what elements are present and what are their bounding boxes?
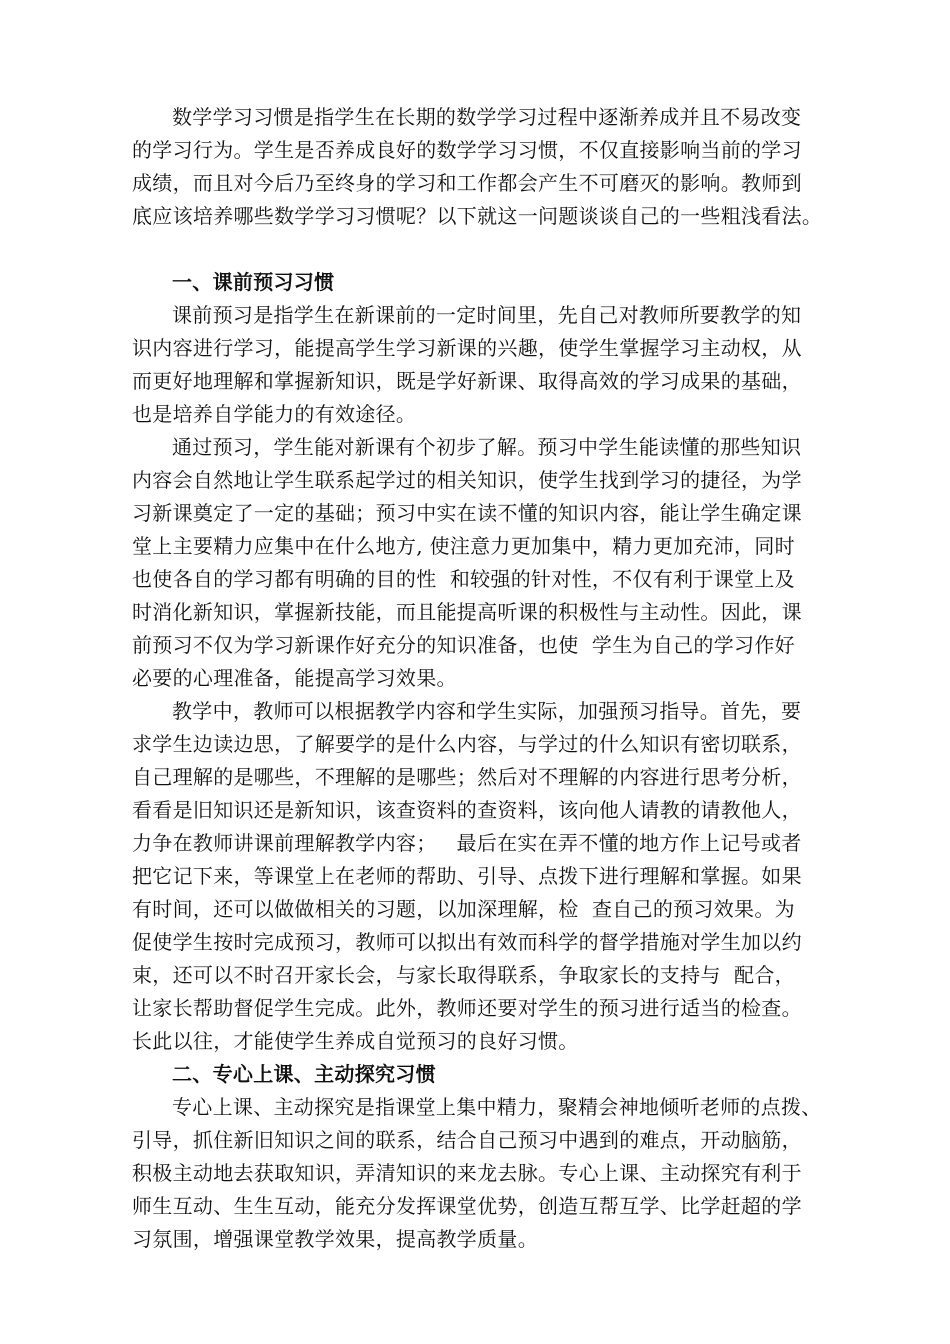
intro-line: 成绩，而且对今后乃至终身的学习和工作都会产生不可磨灭的影响。教师到 <box>132 171 802 195</box>
paragraph-line: 识内容进行学习，能提高学生学习新课的兴趣，使学生掌握学习主动权，从 <box>132 336 802 360</box>
paragraph-line: 束，还可以不时召开家长会，与家长取得联系，争取家长的支持与 配合， <box>132 963 795 987</box>
paragraph-line: 让家长帮助督促学生完成。此外，教师还要对学生的预习进行适当的检查。 <box>132 996 802 1020</box>
paragraph-line: 也是培养自学能力的有效途径。 <box>132 402 417 426</box>
paragraph-line: 求学生边读边思，了解要学的是什么内容，与学过的什么知识有密切联系， <box>132 732 802 756</box>
paragraph-line: 专心上课、主动探究是指课堂上集中精力，聚精会神地倾听老师的点拨、 <box>172 1095 822 1119</box>
paragraph-line: 自己理解的是哪些，不理解的是哪些；然后对不理解的内容进行思考分析， <box>132 765 802 789</box>
paragraph-line: 前预习不仅为学习新课作好充分的知识准备，也使 学生为自己的学习作好 <box>132 633 795 657</box>
paragraph-line: 看看是旧知识还是新知识，该查资料的查资料，该向他人请教的请教他人， <box>132 798 802 822</box>
paragraph-line: 师生互动、生生互动，能充分发挥课堂优势，创造互帮互学、比学赶超的学 <box>132 1194 802 1218</box>
intro-line: 底应该培养哪些数学学习习惯呢？以下就这一问题谈谈自己的一些粗浅看法。 <box>132 204 823 228</box>
paragraph-line: 必要的心理准备，能提高学习效果。 <box>132 666 457 690</box>
paragraph-line: 长此以往，才能使学生养成自觉预习的良好习惯。 <box>132 1029 579 1053</box>
intro-line: 数学学习习惯是指学生在长期的数学学习过程中逐渐养成并且不易改变 <box>172 105 802 129</box>
paragraph-line: 也使各自的学习都有明确的目的性 和较强的针对性，不仅有利于课堂上及 <box>132 567 795 591</box>
paragraph-line: 习氛围，增强课堂教学效果，提高教学质量。 <box>132 1227 538 1251</box>
paragraph-line: 内容会自然地让学生联系起学过的相关知识，使学生找到学习的捷径，为学 <box>132 468 802 492</box>
section-heading-2: 二、专心上课、主动探究习惯 <box>172 1062 436 1086</box>
paragraph-line: 通过预习，学生能对新课有个初步了解。预习中学生能读懂的那些知识 <box>172 435 802 459</box>
paragraph-line: 积极主动地去获取知识，弄清知识的来龙去脉。专心上课、主动探究有利于 <box>132 1161 802 1185</box>
paragraph-line: 力争在教师讲课前理解教学内容； 最后在实在弄不懂的地方作上记号或者 <box>132 831 802 855</box>
paragraph-line: 习新课奠定了一定的基础；预习中实在读不懂的知识内容，能让学生确定课 <box>132 501 802 525</box>
paragraph-line: 时消化新知识，掌握新技能，而且能提高听课的积极性与主动性。因此，课 <box>132 600 802 624</box>
paragraph-line: 堂上主要精力应集中在什么地方, 使注意力更加集中，精力更加充沛，同时 <box>132 534 795 558</box>
paragraph-line: 而更好地理解和掌握新知识，既是学好新课、取得高效的学习成果的基础， <box>132 369 802 393</box>
paragraph-line: 有时间，还可以做做相关的习题，以加深理解，检 查自己的预习效果。为 <box>132 897 795 921</box>
paragraph-line: 促使学生按时完成预习，教师可以拟出有效而科学的督学措施对学生加以约 <box>132 930 802 954</box>
paragraph-line: 引导，抓住新旧知识之间的联系，结合自己预习中遇到的难点，开动脑筋， <box>132 1128 802 1152</box>
paragraph-line: 教学中，教师可以根据教学内容和学生实际，加强预习指导。首先，要 <box>172 699 802 723</box>
intro-line: 的学习行为。学生是否养成良好的数学学习习惯，不仅直接影响当前的学习 <box>132 138 802 162</box>
paragraph-line: 把它记下来，等课堂上在老师的帮助、引导、点拨下进行理解和掌握。如果 <box>132 864 802 888</box>
paragraph-line: 课前预习是指学生在新课前的一定时间里，先自己对教师所要教学的知 <box>172 303 802 327</box>
section-heading-1: 一、课前预习习惯 <box>172 270 335 294</box>
